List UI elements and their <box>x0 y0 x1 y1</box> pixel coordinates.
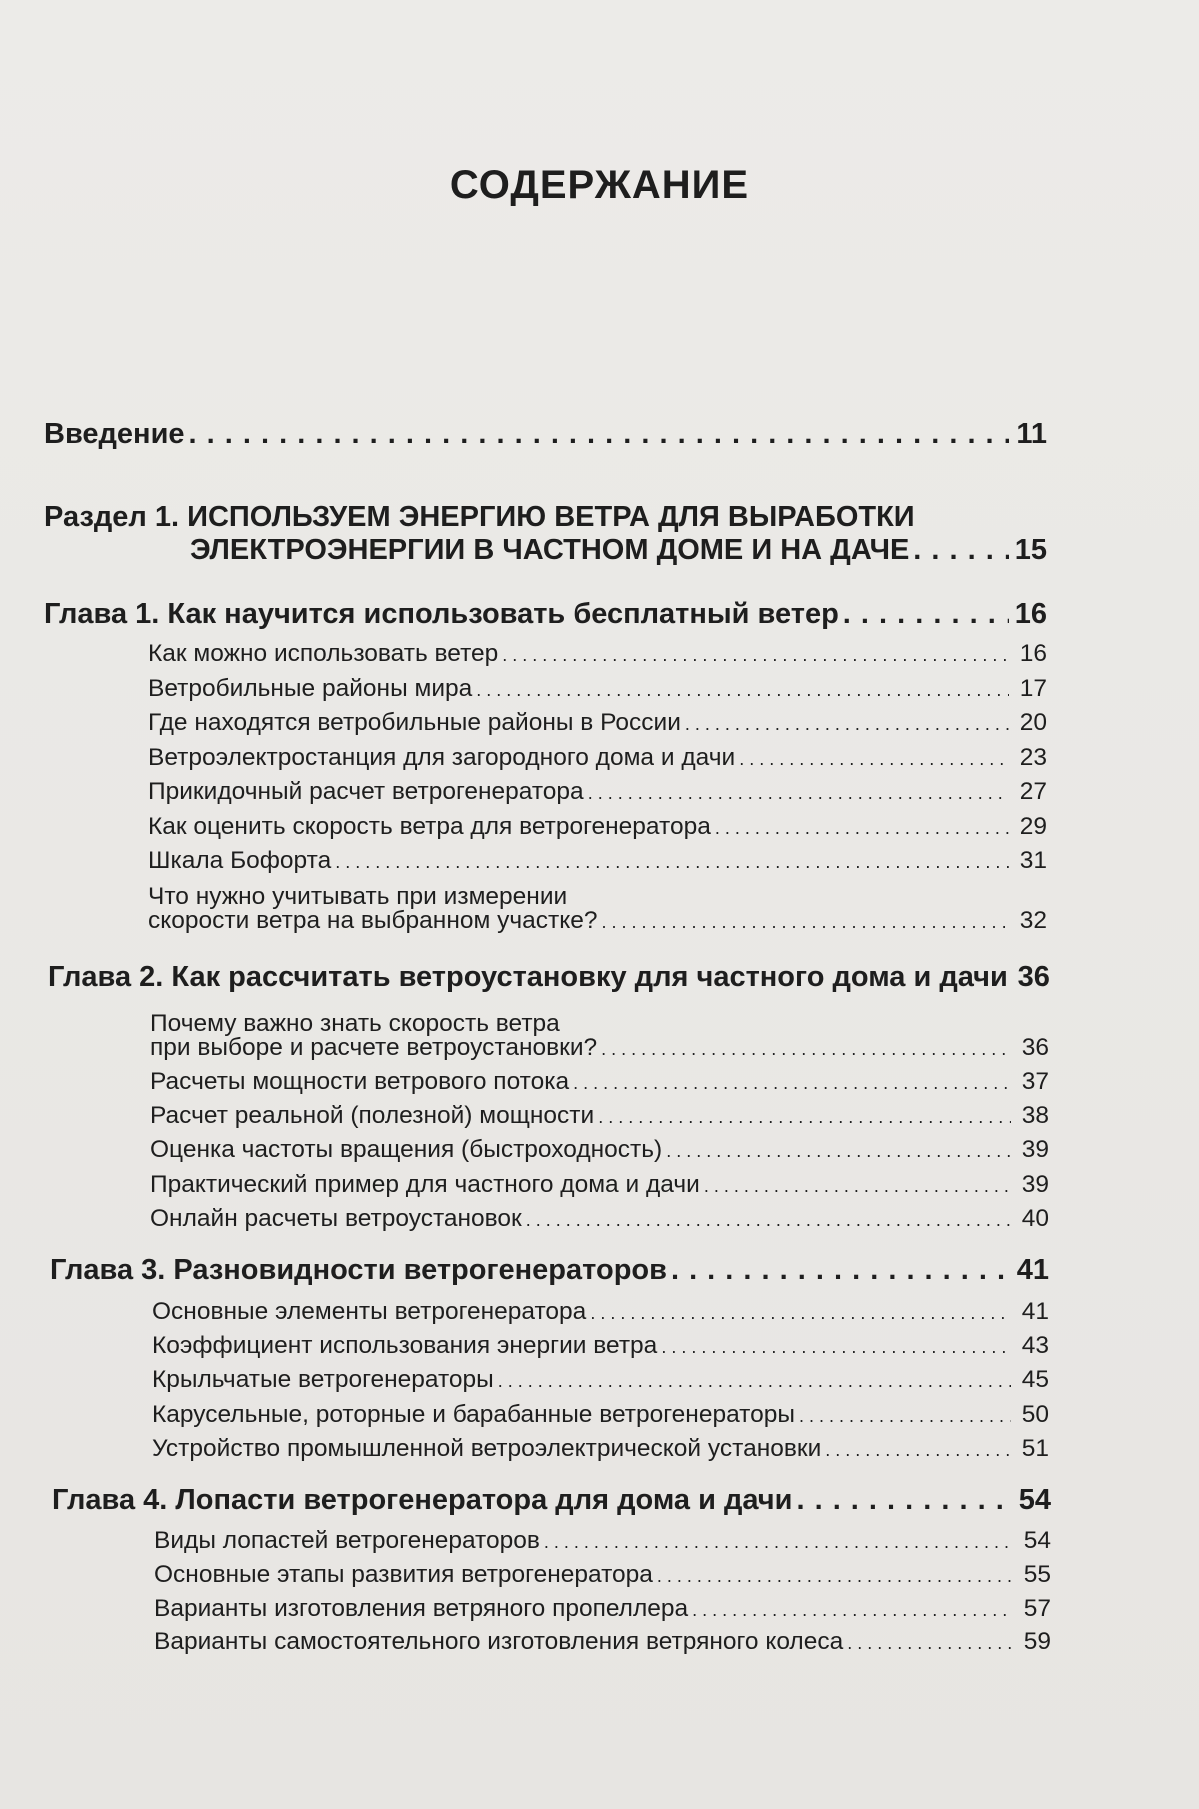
toc-item-multiline <box>148 907 1047 935</box>
toc-page: 23 <box>1019 743 1047 771</box>
toc-section-1 <box>190 534 1047 567</box>
toc-item <box>150 1136 1049 1164</box>
toc-label: Устройство промышленной ветроэлектрической установки <box>152 1434 822 1462</box>
toc-page: 37 <box>1021 1068 1049 1095</box>
toc-label: Как оценить скорость ветра для ветрогенератора <box>148 812 711 840</box>
toc-item <box>148 640 1047 668</box>
toc-item <box>148 709 1047 737</box>
leader-dots <box>502 640 1009 668</box>
leader-dots <box>544 1527 1013 1555</box>
toc-page: 41 <box>1016 1254 1049 1286</box>
leader-dots <box>843 598 1009 631</box>
toc-label: Онлайн расчеты ветроустановок <box>150 1204 522 1232</box>
toc-label: Варианты изготовления ветряного пропеллера <box>154 1594 689 1622</box>
toc-page: 50 <box>1021 1400 1049 1428</box>
toc-page: 40 <box>1021 1204 1049 1232</box>
toc-item <box>154 1595 1051 1623</box>
toc-page: 20 <box>1019 709 1047 736</box>
leader-dots <box>715 813 1009 841</box>
toc-page: 38 <box>1021 1102 1049 1130</box>
toc-page: 17 <box>1019 674 1047 702</box>
toc-item <box>150 1102 1049 1130</box>
leader-dots <box>825 1435 1011 1463</box>
toc-page: 43 <box>1021 1332 1049 1360</box>
toc-page: 54 <box>1023 1527 1051 1554</box>
toc-label: Глава 4. Лопасти ветрогенератора для дома и дачи <box>52 1484 793 1516</box>
toc-chapter-4 <box>52 1484 1051 1517</box>
toc-item <box>148 813 1047 841</box>
toc-chapter-1 <box>44 598 1047 631</box>
toc-item <box>150 1205 1049 1233</box>
toc-label: Глава 1. Как научится использовать бесплатный ветер <box>44 598 839 630</box>
toc-item-multiline-line1: Что нужно учитывать при измерении <box>148 883 568 910</box>
toc-label: Крыльчатые ветрогенераторы <box>152 1366 494 1394</box>
leader-dots <box>739 744 1009 772</box>
toc-label: Оценка частоты вращения (быстроходность) <box>150 1136 663 1164</box>
toc-item <box>152 1401 1049 1429</box>
toc-page: 36 <box>1017 961 1050 993</box>
toc-item <box>152 1332 1049 1360</box>
leader-dots <box>666 1136 1011 1164</box>
toc-label: при выборе и расчете ветроустановки? <box>150 1034 598 1061</box>
toc-item-multiline <box>150 1034 1049 1062</box>
toc-item <box>152 1366 1049 1394</box>
toc-item <box>154 1527 1051 1555</box>
toc-page: 54 <box>1018 1484 1051 1516</box>
toc-page: 29 <box>1019 812 1047 840</box>
toc-label: Ветробильные районы мира <box>148 674 473 702</box>
toc-label: Глава 2. Как рассчитать ветроустановку для частного дома и дачи <box>48 961 1008 993</box>
toc-label: Глава 3. Разновидности ветрогенераторов <box>50 1254 667 1286</box>
toc-page: 11 <box>1016 418 1047 450</box>
leader-dots <box>847 1628 1013 1656</box>
toc-label: Ветроэлектростанция для загородного дома и дачи <box>148 743 736 771</box>
leader-dots <box>335 847 1009 875</box>
leader-dots <box>661 1332 1011 1360</box>
toc-page: 16 <box>1014 598 1047 630</box>
toc-page: 36 <box>1021 1034 1049 1061</box>
toc-label: Виды лопастей ветрогенераторов <box>154 1527 540 1554</box>
toc-page: 57 <box>1023 1594 1051 1622</box>
toc-page: 39 <box>1021 1136 1049 1164</box>
leader-dots <box>657 1561 1013 1589</box>
toc-item <box>154 1561 1051 1589</box>
toc-page: 55 <box>1023 1560 1051 1588</box>
toc-page: 16 <box>1019 640 1047 667</box>
toc-label: ЭЛЕКТРОЭНЕРГИИ В ЧАСТНОМ ДОМЕ И НА ДАЧЕ <box>190 534 910 566</box>
toc-label: Практический пример для частного дома и дачи <box>150 1170 700 1198</box>
toc-item <box>152 1298 1049 1326</box>
page-title: СОДЕРЖАНИЕ <box>449 163 750 207</box>
toc-page: 27 <box>1019 778 1047 805</box>
toc-item <box>148 847 1047 875</box>
toc-page: 15 <box>1014 534 1047 566</box>
toc-page: 45 <box>1021 1366 1049 1394</box>
toc-label: Расчет реальной (полезной) мощности <box>150 1102 595 1130</box>
toc-label: Шкала Бофорта <box>148 847 332 874</box>
leader-dots <box>526 1205 1011 1233</box>
leader-dots <box>913 534 1009 567</box>
toc-item <box>148 744 1047 772</box>
toc-page: 32 <box>1019 907 1047 934</box>
toc-label: Где находятся ветробильные районы в России <box>148 709 681 736</box>
toc-label: Как можно использовать ветер <box>148 640 499 667</box>
toc-item <box>154 1628 1051 1656</box>
leader-dots <box>573 1068 1011 1096</box>
leader-dots <box>498 1366 1011 1394</box>
leader-dots <box>685 709 1009 737</box>
toc-item <box>150 1171 1049 1199</box>
leader-dots <box>590 1298 1011 1326</box>
toc-label: Введение <box>44 418 185 450</box>
toc-label: Коэффициент использования энергии ветра <box>152 1332 658 1360</box>
toc-item-multiline-line1: Почему важно знать скорость ветра <box>150 1010 560 1037</box>
toc-section-1-line1: Раздел 1. ИСПОЛЬЗУЕМ ЭНЕРГИЮ ВЕТРА ДЛЯ ВЫРАБОТКИ <box>44 501 915 533</box>
toc-chapter-2 <box>48 961 1049 994</box>
toc-label: Прикидочный расчет ветрогенератора <box>148 778 584 805</box>
leader-dots <box>704 1171 1011 1199</box>
leader-dots <box>671 1254 1011 1287</box>
toc-page: 41 <box>1021 1298 1049 1325</box>
leader-dots <box>476 675 1009 703</box>
toc-label: Основные элементы ветрогенератора <box>152 1298 587 1325</box>
toc-chapter-3 <box>50 1254 1049 1287</box>
toc-label: Основные этапы развития ветрогенератора <box>154 1560 653 1588</box>
toc-page: 51 <box>1021 1434 1049 1462</box>
leader-dots <box>189 418 1009 451</box>
toc-entry-intro <box>44 418 1047 451</box>
toc-item <box>148 778 1047 806</box>
toc-label: Карусельные, роторные и барабанные ветрогенераторы <box>152 1400 795 1428</box>
toc-label: скорости ветра на выбранном участке? <box>148 907 598 934</box>
toc-label: Варианты самостоятельного изготовления ветряного колеса <box>154 1628 844 1656</box>
toc-label: Расчеты мощности ветрового потока <box>150 1068 570 1095</box>
leader-dots <box>796 1484 1013 1517</box>
toc-item <box>150 1068 1049 1096</box>
leader-dots <box>601 1034 1011 1062</box>
toc-page: 31 <box>1019 847 1047 874</box>
leader-dots <box>588 778 1009 806</box>
leader-dots <box>598 1102 1011 1130</box>
leader-dots <box>799 1401 1011 1429</box>
toc-page: 39 <box>1021 1170 1049 1198</box>
leader-dots <box>692 1595 1013 1623</box>
toc-item <box>148 675 1047 703</box>
leader-dots <box>601 907 1009 935</box>
toc-page: 59 <box>1023 1628 1051 1656</box>
toc-item <box>152 1435 1049 1463</box>
